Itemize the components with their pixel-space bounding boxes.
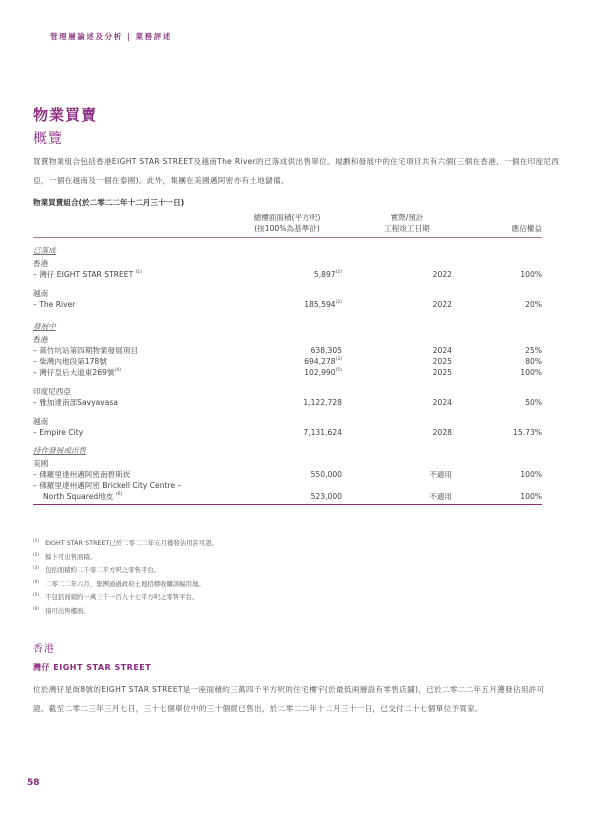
hong-kong-heading: 香港 bbox=[33, 644, 55, 655]
region-label: 美國 bbox=[33, 459, 49, 468]
region-label: 越南 bbox=[33, 417, 49, 426]
region-label: 越南 bbox=[33, 289, 49, 298]
running-head: 管理層論述及分析 | 業務評述 bbox=[50, 32, 172, 41]
table-row: – 灣仔皇后大道東269號$^{(4)}$ 102,990$^{(5)}$ 2025 100% bbox=[33, 368, 542, 377]
project-paragraph: 位於灣仔星街8號的EIGHT STAR STREET是一座面積約三萬四千平方呎的住宅樓宇(於最低兩層設有零售店舖)，已於二零二二年五月獲發佔用許可證。截至二零二三年三月七日，三十七個單位中的三十個經已售出，於二零二二年十二月三十一日，已交付二十七個單位予買家。 bbox=[33, 685, 545, 713]
table-row: – The River 185,594$^{(2)}$ 2022 20% bbox=[33, 300, 542, 309]
footnote: $^{(4)}$ 二零二二年六月，集團通過政府土地招標收購該幅用地。 bbox=[33, 579, 205, 588]
table-row: – 黃竹坑站第四期物業發展項目 638,305 2024 25% bbox=[33, 346, 542, 355]
footnote: $^{(3)}$ 包括面積約二千零二平方呎之零售平台。 bbox=[33, 566, 161, 575]
intro-paragraph: 買賣物業組合包括香港EIGHT STAR STREET及越南The River的已落成供出售單位。規劃和發展中的住宅項目共有六個(三個在香港，一個在印度尼西亞，一個在越南及一個在泰國)。此外，集團在美國邁阿密亦有土地儲備。 bbox=[33, 157, 560, 185]
table-row: – 柴灣內地段第178號 694,278$^{(3)}$ 2025 80% bbox=[33, 357, 542, 366]
page-number: 58 bbox=[27, 778, 40, 788]
footnote: $^{(6)}$ 指可出售樓面。 bbox=[33, 606, 90, 615]
table-row: – 佛羅里達州邁阿密南碧斯崁 550,000 不適用 100% bbox=[33, 470, 542, 479]
section-subtitle: 概覽 bbox=[33, 131, 63, 147]
table-title: 物業買賣組合(於二零二二年十二月三十一日) bbox=[33, 198, 185, 207]
footnote: $^{(2)}$ 餘下可出售面積。 bbox=[33, 552, 97, 561]
table-row: – 灣仔 EIGHT STAR STREET $^{(1)}$ 5,897$^{(2)}$ 2022 100% bbox=[33, 270, 542, 279]
table-bottom-rule bbox=[33, 504, 542, 505]
table-row: – 雅加達南部Savyavasa 1,122,728 2024 50% bbox=[33, 398, 542, 407]
section-title: 物業買賣 bbox=[33, 106, 98, 124]
col-header-area: 總樓面面積(平方呎) (按100%為基準計) bbox=[253, 213, 321, 233]
footnotes bbox=[33, 537, 218, 619]
group-label: 持作發展或出售 bbox=[33, 446, 87, 455]
group-label: 發展中 bbox=[33, 322, 56, 331]
table-header bbox=[33, 210, 542, 238]
footnote: $^{(1)}$ EIGHT STAR STREET已於二零二二年五月獲發佔用許可證。 bbox=[33, 539, 219, 547]
project-heading: 灣仔 EIGHT STAR STREET bbox=[33, 663, 152, 672]
table-row: – 佛羅里達州邁阿密 Brickell City Centre – North Squared地皮 $^{(6)}$ 523,000 不適用 100% bbox=[33, 481, 542, 501]
table-row: – Empire City 7,131,624 2028 15.73% bbox=[33, 428, 542, 437]
col-header-completion: 實際/預計 工程竣工日期 bbox=[384, 213, 430, 233]
footnote: $^{(5)}$ 不包括面積約一萬三千一百九十七平方呎之零售平台。 bbox=[33, 593, 199, 602]
portfolio-table bbox=[33, 210, 542, 505]
col-header-interest: 應佔權益 bbox=[511, 224, 542, 233]
group-label: 已落成 bbox=[33, 246, 56, 255]
region-label: 香港 bbox=[33, 335, 49, 344]
region-label: 印度尼西亞 bbox=[33, 387, 71, 396]
region-label: 香港 bbox=[33, 259, 49, 268]
